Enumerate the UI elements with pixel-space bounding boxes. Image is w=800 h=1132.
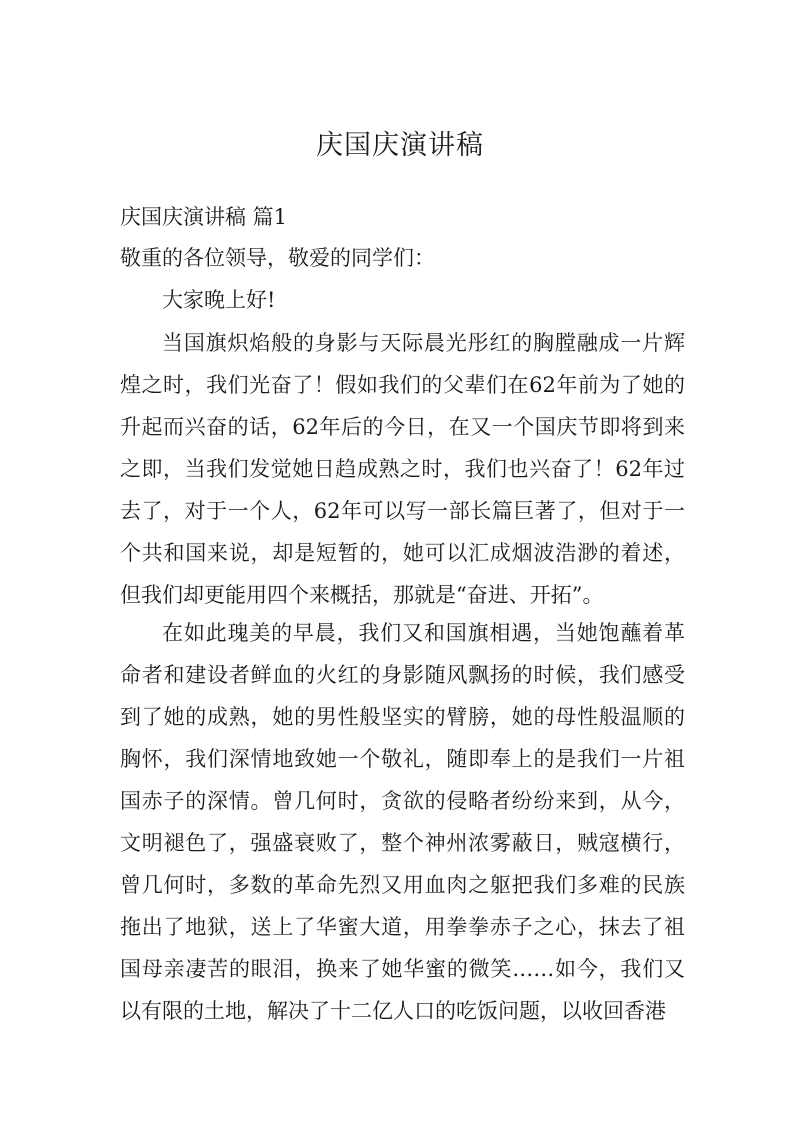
- document-title: 庆国庆演讲稿: [316, 130, 484, 161]
- greeting: 大家晚上好!: [162, 288, 276, 312]
- paragraph-block-1: [120, 322, 685, 616]
- salutation: 敬重的各位领导，敬爱的同学们：: [120, 246, 435, 270]
- section-heading: 庆国庆演讲稿 篇1: [120, 205, 288, 229]
- body-paragraph: 在如此瑰美的早晨，我们又和国旗相遇，当她饱蘸着革命者和建设者鲜血的火红的身影随风飘扬的时候，我们感受到了她的成熟，她的男性般坚实的臂膀，她的母性般温顺的胸怀，我们深情地致她一个敬礼，随即奉上的是我们一片祖国赤子的深情。曾几何时，贪欲的侵略者纷纷来到，从今，文明褪色了，强盛衰败了，整个神州浓雾蔽日，贼寇横行，曾几何时，多数的革命先烈又用血肉之躯把我们多难的民族拖出了地狱，送上了华蜜大道，用拳拳赤子之心，抹去了祖国母亲凄苦的眼泪，换来了她华蜜的微笑……如今，我们又以有限的土地，解决了十二亿人口的吃饭问题，以收回香港: [120, 621, 685, 1023]
- paragraph-block-2: [120, 612, 685, 1032]
- body-paragraph: 当国旗炽焰般的身影与天际晨光彤红的胸膛融成一片辉煌之时，我们光奋了！假如我们的父辈们在62年前为了她的升起而兴奋的话，62年后的今日，在又一个国庆节即将到来之即，当我们发觉她日趋成熟之时，我们也兴奋了！62年过去了，对于一个人，62年可以写一部长篇巨著了，但对于一个共和国来说，却是短暂的，她可以汇成烟波浩渺的着述，但我们却更能用四个来概括，那就是“奋进、开拓”。: [120, 331, 685, 607]
